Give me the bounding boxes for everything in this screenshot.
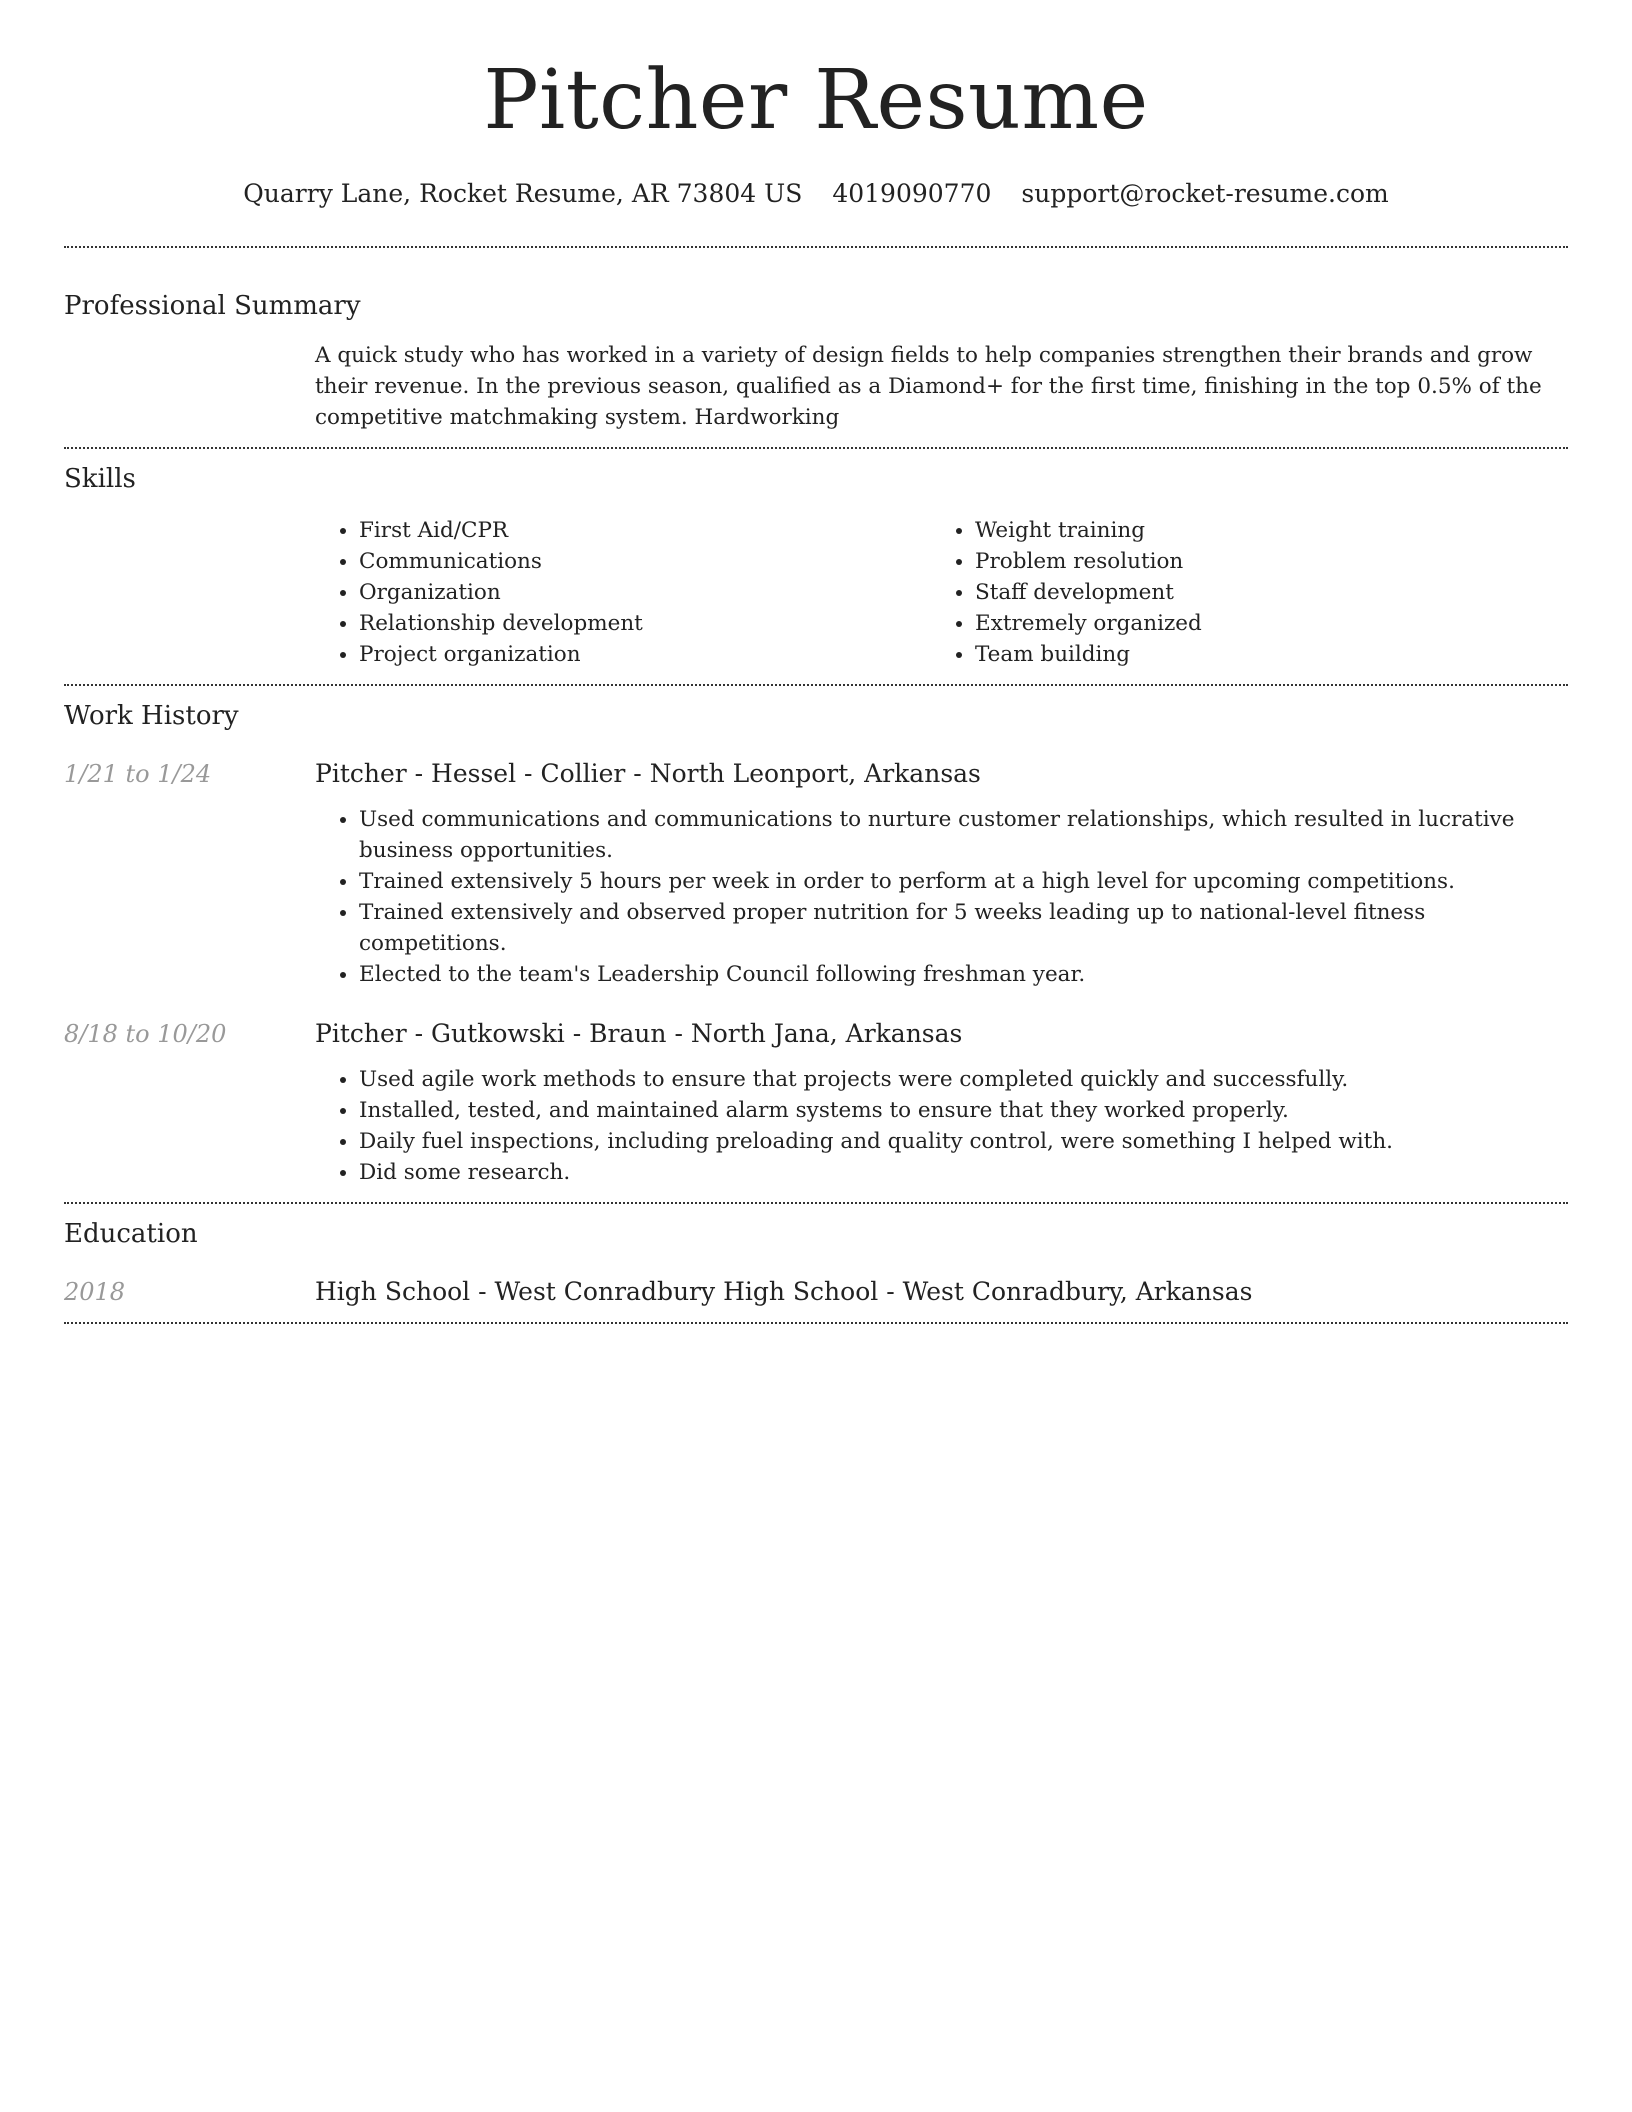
job-bullets-row [64, 792, 1568, 990]
education-details: - West Conradbury High School - West Conradbury, Arkansas [470, 1277, 1253, 1306]
contact-phone: 4019090770 [832, 179, 992, 208]
skill-item: • Problem resolution [975, 546, 1202, 577]
skill-item: • Extremely organized [975, 608, 1202, 639]
job-entry [64, 756, 1568, 792]
header-divider [64, 246, 1568, 248]
work-history-heading: Work History [64, 701, 239, 731]
job-dates: 8/18 to 10/20 [64, 1020, 227, 1048]
job-bullet: • Installed, tested, and maintained alarm systems to ensure that they worked properly. [359, 1095, 1568, 1126]
job-bullet: • Used agile work methods to ensure that projects were completed quickly and successfully. [359, 1064, 1568, 1095]
skills-column-2 [931, 515, 1202, 670]
job-bullets-row [64, 1052, 1568, 1188]
skill-item: • Organization [359, 577, 931, 608]
skill-item: • Weight training [975, 515, 1202, 546]
job-bullet: • Trained extensively 5 hours per week in order to perform at a high level for upcoming competitions. [359, 866, 1568, 897]
job-bullet: • Trained extensively and observed proper nutrition for 5 weeks leading up to national-level fitness competitions. [359, 897, 1568, 959]
skill-item: • Staff development [975, 577, 1202, 608]
job-bullet: • Elected to the team's Leadership Council following freshman year. [359, 959, 1568, 990]
education-year: 2018 [64, 1278, 126, 1306]
job-bullets [315, 804, 1568, 990]
summary-row [64, 324, 1568, 447]
job-bullet: • Daily fuel inspections, including preloading and quality control, were something I helped with. [359, 1126, 1568, 1157]
education-degree: High School [315, 1277, 471, 1306]
job-entry [64, 1016, 1568, 1052]
job-heading: Pitcher - Hessel - Collier - North Leonport, Arkansas [315, 759, 981, 788]
skills-heading: Skills [64, 464, 136, 494]
work-divider [64, 1202, 1568, 1204]
contact-address: Quarry Lane, Rocket Resume, AR 73804 US [243, 179, 803, 208]
summary-heading: Professional Summary [64, 291, 361, 321]
summary-text: A quick study who has worked in a variety of design fields to help companies strengthen their brands and grow their revenue. In the previous season, qualified as a Diamond+ for the first time, finishing in the top 0.5% of the competitive matchmaking system. Hardworking [315, 343, 1542, 430]
education-heading-line [315, 1274, 1568, 1310]
job-bullets [315, 1064, 1568, 1188]
skills-row [64, 497, 1568, 684]
resume-title: Pitcher Resume [483, 53, 1149, 148]
skill-item: • Team building [975, 639, 1202, 670]
skills-column-1 [315, 515, 931, 670]
skill-item: • First Aid/CPR [359, 515, 931, 546]
summary-divider [64, 447, 1568, 449]
job-bullet: • Used communications and communications to nurture customer relationships, which resulted in lucrative business opportunities. [359, 804, 1568, 866]
contact-email: support@rocket-resume.com [1021, 179, 1389, 208]
skill-item: • Project organization [359, 639, 931, 670]
education-heading: Education [64, 1219, 198, 1249]
job-heading: Pitcher - Gutkowski - Braun - North Jana, Arkansas [315, 1019, 963, 1048]
education-divider [64, 1322, 1568, 1324]
skill-item: • Relationship development [359, 608, 931, 639]
contact-line [64, 174, 1568, 214]
job-bullet: • Did some research. [359, 1157, 1568, 1188]
education-entry [64, 1274, 1568, 1310]
skills-list [315, 515, 1568, 670]
job-dates: 1/21 to 1/24 [64, 760, 212, 788]
skills-divider [64, 684, 1568, 686]
skill-item: • Communications [359, 546, 931, 577]
